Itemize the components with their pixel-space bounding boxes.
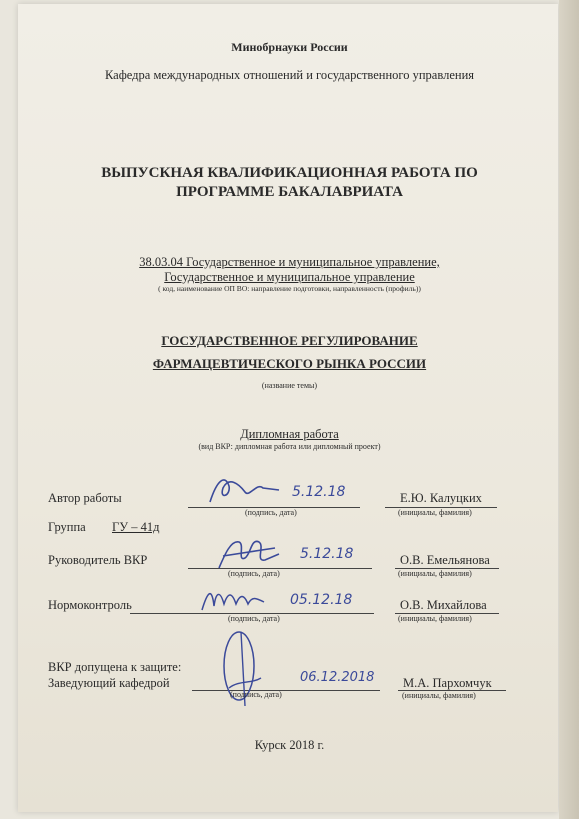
place-year: Курск 2018 г. [254, 738, 325, 752]
normcontrol-sign-caption: (подпись, дата) [228, 614, 280, 623]
ministry-name: Минобрнауки России [231, 40, 348, 54]
supervisor-signature [215, 534, 285, 574]
group-value: ГУ – 41д [112, 520, 160, 534]
author-date: 5.12.18 [292, 484, 346, 500]
supervisor-date: 5.12.18 [300, 546, 354, 562]
program-code: 38.03.04 Государственное и муниципальное управление, [139, 255, 440, 269]
program-caption: ( код, наименование ОП ВО: направление подготовки, направленность (профиль)) [158, 284, 421, 293]
supervisor-sign-caption: (подпись, дата) [228, 569, 280, 578]
vkr-kind: Дипломная работа [240, 427, 339, 441]
admitted-label: ВКР допущена к защите: [48, 660, 182, 674]
program-profile: Государственное и муниципальное управление [164, 270, 415, 284]
author-name: Е.Ю. Калуцких [400, 491, 482, 505]
work-type-title-line1: ВЫПУСКНАЯ КВАЛИФИКАЦИОННАЯ РАБОТА ПО [101, 165, 478, 181]
topic-line1: ГОСУДАРСТВЕННОЕ РЕГУЛИРОВАНИЕ [161, 333, 418, 348]
supervisor-name: О.В. Емельянова [400, 553, 490, 567]
page-edge [559, 0, 579, 819]
normcontrol-signature [198, 584, 268, 616]
normcontrol-name-caption: (инициалы, фамилия) [398, 614, 472, 623]
head-sign-caption: (подпись, дата) [230, 690, 282, 699]
head-date: 06.12.2018 [300, 670, 375, 685]
department-name: Кафедра международных отношений и государственного управления [104, 68, 475, 82]
author-sign-caption: (подпись, дата) [245, 508, 297, 517]
normcontrol-label: Нормоконтроль [48, 598, 132, 612]
head-label: Заведующий кафедрой [48, 676, 170, 690]
topic-caption: (название темы) [261, 381, 318, 390]
head-name: М.А. Пархомчук [403, 676, 492, 690]
head-name-caption: (инициалы, фамилия) [402, 691, 476, 700]
supervisor-label: Руководитель ВКР [48, 553, 148, 567]
author-label: Автор работы [48, 491, 122, 505]
normcontrol-name: О.В. Михайлова [400, 598, 487, 612]
author-name-caption: (инициалы, фамилия) [398, 508, 472, 517]
supervisor-name-caption: (инициалы, фамилия) [398, 569, 472, 578]
normcontrol-date: 05.12.18 [290, 592, 353, 608]
work-type-title-line2: ПРОГРАММЕ БАКАЛАВРИАТА [176, 184, 403, 200]
vkr-kind-caption: (вид ВКР: дипломная работа или дипломный проект) [198, 442, 381, 451]
author-signature [205, 472, 285, 508]
topic-line2: ФАРМАЦЕВТИЧЕСКОГО РЫНКА РОССИИ [152, 356, 427, 371]
group-label: Группа [48, 520, 86, 534]
